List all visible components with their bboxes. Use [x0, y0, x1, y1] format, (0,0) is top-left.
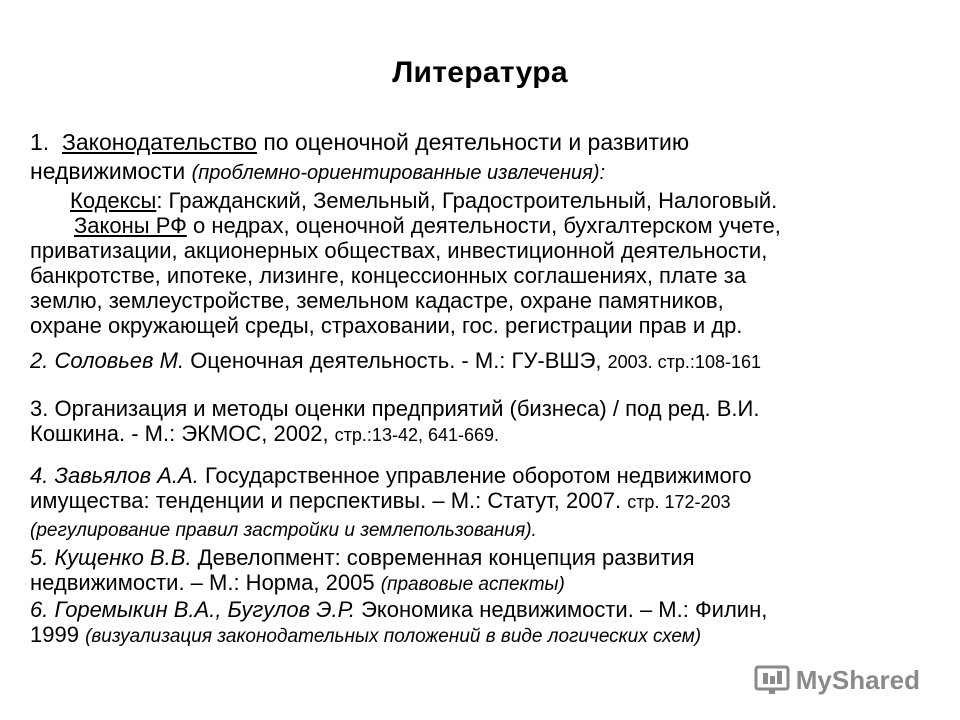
item-4-author: 4. Завьялов А.А. — [30, 463, 199, 488]
reference-5 — [30, 545, 950, 597]
reference-3 — [30, 396, 950, 448]
watermark — [754, 664, 920, 696]
item-1-text: по оценочной деятельности и развитию — [256, 129, 690, 155]
laws-line-3: банкротстве, ипотеке, лизинге, концессионных соглашениях, плате за — [30, 263, 747, 288]
item-2-pages: 2003. стр.:108-161 — [607, 352, 761, 372]
item-5-note: (правовые аспекты) — [380, 574, 565, 595]
item-6-author: 6. Горемыкин В.А., Бугулов Э.Р. — [30, 597, 355, 622]
watermark-text: MyShared — [795, 664, 920, 695]
item-4-line2: имущества: тенденции и перспективы. – М.: Статут, 2007. — [30, 488, 628, 513]
item-1-number: 1. — [30, 129, 50, 155]
item-3-pages: стр.:13-42, 641-669. — [334, 425, 500, 445]
reference-1 — [30, 128, 950, 338]
item-5-line1: Девелопмент: современная концепция развития — [191, 545, 695, 570]
item-4-line1: Государственное управление оборотом недвижимого — [198, 463, 752, 488]
mypresentation-logo-icon — [754, 664, 790, 696]
item-2-text: Оценочная деятельность. - М.: ГУ-ВШЭ, — [184, 348, 608, 373]
item-1-italic-note: (проблемно-ориентированные извлечения): — [191, 162, 606, 184]
item-5-author: 5. Кущенко В.В. — [30, 545, 192, 570]
codes-link[interactable]: Кодексы — [70, 188, 157, 213]
reference-6 — [30, 597, 950, 649]
item-3-line1: 3. Организация и методы оценки предприятий (бизнеса) / под ред. В.И. — [30, 396, 760, 421]
item-3-line2: Кошкина. - М.: ЭКМОС, 2002, — [30, 421, 335, 446]
reference-2 — [30, 348, 950, 375]
item-4-pages: стр. 172-203 — [627, 492, 731, 512]
item-4-note: (регулирование правил застройки и землепользования). — [30, 520, 537, 541]
laws-line-4: землю, землеустройстве, земельном кадастре, охране памятников, — [30, 288, 724, 313]
laws-line-5: охране окружающей среды, страховании, гос. регистрации прав и др. — [30, 313, 743, 338]
reference-4 — [30, 463, 950, 547]
codes-text: : Гражданский, Земельный, Градостроительный, Налоговый. — [156, 188, 778, 213]
law-link[interactable]: Законодательство — [61, 129, 257, 155]
item-6-line1: Экономика недвижимости. – М.: Филин, — [354, 597, 768, 622]
page-title: Литература — [392, 56, 568, 89]
item-6-line2: 1999 — [30, 622, 86, 647]
laws-text: о недрах, оценочной деятельности, бухгалтерском учете, — [186, 213, 781, 238]
item-5-line2: недвижимости. – М.: Норма, 2005 — [30, 570, 381, 595]
item-2-author: 2. Соловьев М. — [30, 348, 185, 373]
item-1-line2: недвижимости — [30, 158, 192, 184]
laws-line-2: приватизации, акционерных обществах, инвестиционной деятельности, — [30, 238, 768, 263]
item-6-note: (визуализация законодательных положений в виде логических схем) — [85, 626, 702, 647]
laws-link[interactable]: Законы РФ — [74, 213, 187, 238]
